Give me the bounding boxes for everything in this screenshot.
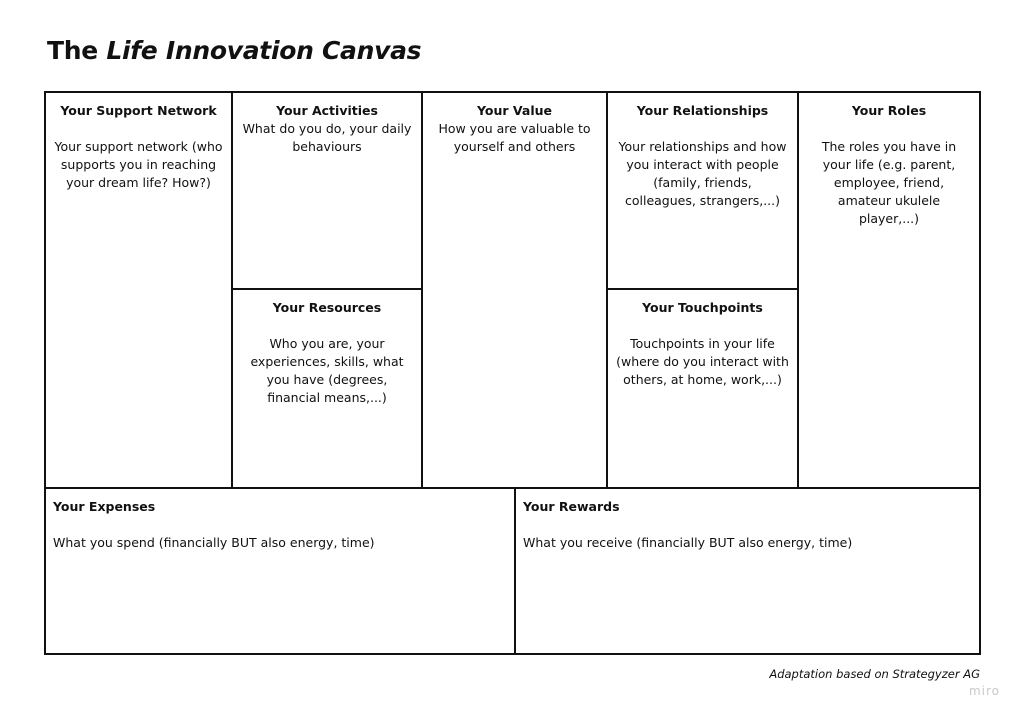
activities-block: [233, 93, 421, 288]
block-description: Who you are, your experiences, skills, what you have (degrees, financial means,...): [250, 336, 404, 405]
block-title: Your Expenses: [53, 499, 156, 514]
value-block: [423, 93, 606, 487]
block-title: Your Relationships: [636, 103, 769, 118]
block-description: The roles you have in your life (e.g. parent, employee, friend, amateur ukulele player,...): [821, 139, 957, 226]
block-title: Your Roles: [851, 103, 927, 118]
support-network-block: [46, 93, 231, 487]
title-prefix: The: [47, 36, 107, 65]
roles-block: [799, 93, 979, 487]
block-title: Your Support Network: [60, 103, 217, 118]
block-title: Your Value: [477, 103, 552, 118]
block-title: Your Resources: [272, 300, 382, 315]
touchpoints-block: [608, 290, 797, 487]
page-title: [47, 36, 421, 65]
block-title: Your Touchpoints: [642, 300, 763, 315]
block-title: Your Activities: [276, 103, 378, 118]
block-title: Your Rewards: [523, 499, 620, 514]
block-description: What you receive (financially BUT also energy, time): [523, 535, 853, 550]
expenses-block: [46, 489, 514, 653]
block-description: What do you do, your daily behaviours: [242, 121, 412, 154]
title-emphasis: Life Innovation Canvas: [106, 36, 422, 65]
canvas-grid: [44, 91, 981, 655]
block-description: Your support network (who supports you in reaching your dream life? How?): [54, 139, 223, 190]
relationships-block: [608, 93, 797, 288]
attribution-credit: Adaptation based on Strategyzer AG: [769, 667, 980, 681]
block-description: Touchpoints in your life (where do you interact with others, at home, work,...): [616, 336, 789, 387]
resources-block: [233, 290, 421, 487]
block-description: What you spend (financially BUT also energy, time): [53, 535, 375, 550]
rewards-block: [516, 489, 979, 653]
miro-watermark: miro: [968, 684, 1000, 698]
block-description: How you are valuable to yourself and others: [438, 121, 591, 154]
block-description: Your relationships and how you interact with people (family, friends, colleagues, strangers,...): [618, 139, 787, 208]
